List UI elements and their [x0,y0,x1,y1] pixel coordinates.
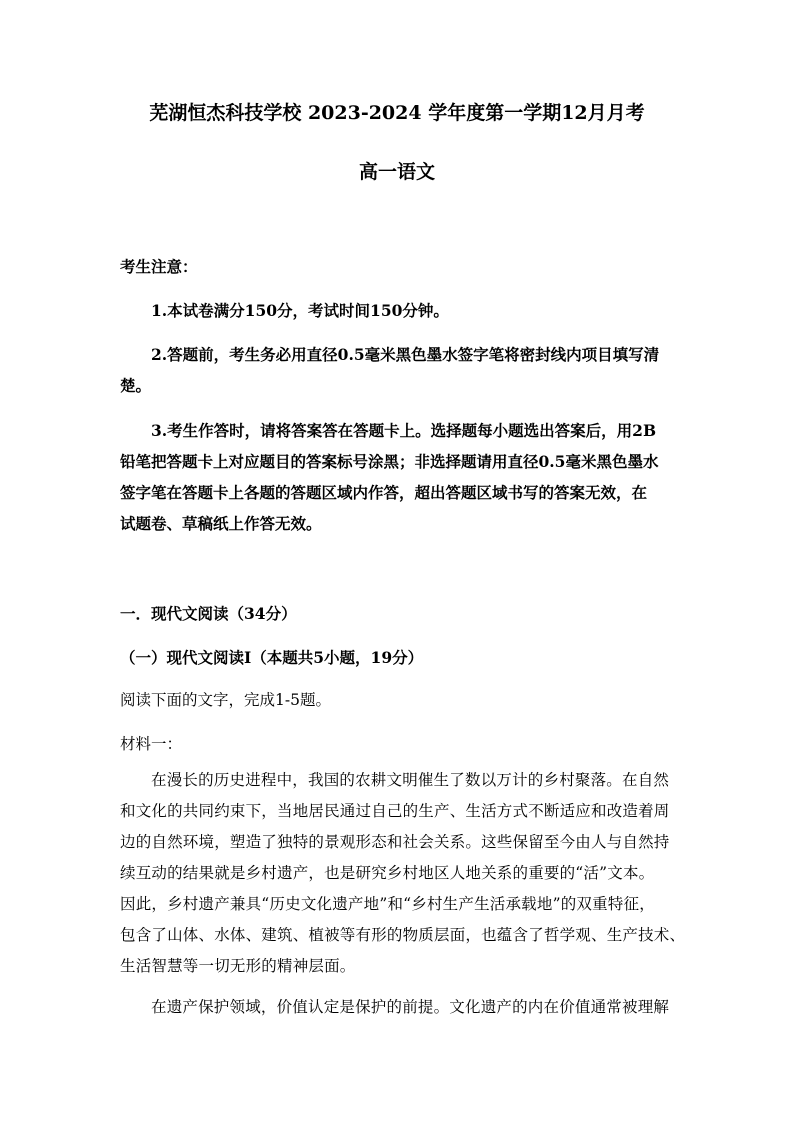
notice-item-1-line-1: 1.本试卷满分150分，考试时间150分钟。 [151,301,449,320]
notice-heading: 考生注意： [120,257,198,276]
section-subheading: （一）现代文阅读Ⅰ（本题共5小题，19分） [120,648,424,667]
passage-p1-line-7: 生活智慧等一切无形的精神层面。 [120,957,356,975]
reading-instruction: 阅读下面的文字，完成1-5题。 [120,691,331,709]
notice-item-2-line-2: 楚。 [120,376,152,395]
passage-p2-line-1: 在遗产保护领域，价值认定是保护的前提。文化遗产的内在价值通常被理解 [151,998,670,1016]
notice-item-3-line-2: 铅笔把答题卡上对应题目的答案标号涂黑；非选择题请用直径0.5毫米黑色墨水 [120,452,659,471]
exam-title: 芜湖恒杰科技学校 2023-2024 学年度第一学期12月月考 [149,102,645,124]
passage-p1-line-2: 和文化的共同约束下，当地居民通过自己的生产、生活方式不断适应和改造着周 [120,802,670,820]
notice-item-3-line-3: 签字笔在答题卡上各题的答题区域内作答，超出答题区域书写的答案无效，在 [120,483,648,502]
passage-p1-line-4: 续互动的结果就是乡村遗产，也是研究乡村地区人地关系的重要的“活”文本。 [120,864,655,882]
notice-item-3-line-4: 试题卷、草稿纸上作答无效。 [120,514,322,533]
passage-p1-line-3: 边的自然环境，塑造了独特的景观形态和社会关系。这些保留至今由人与自然持 [120,833,670,851]
section-heading: 一．现代文阅读（34分） [120,604,297,623]
passage-p1-line-1: 在漫长的历史进程中，我国的农耕文明催生了数以万计的乡村聚落。在自然 [151,771,670,789]
material-label: 材料一： [120,735,183,753]
exam-subject: 高一语文 [358,161,435,183]
notice-item-2-line-1: 2.答题前，考生务必用直径0.5毫米黑色墨水签字笔将密封线内项目填写清 [151,345,660,364]
passage-p1-line-5: 因此，乡村遗产兼具“历史文化遗产地”和“乡村生产生活承载地”的双重特征， [120,895,655,913]
passage-p1-line-6: 包含了山体、水体、建筑、植被等有形的物质层面，也蕴含了哲学观、生产技术、 [120,926,686,944]
notice-item-3-line-1: 3.考生作答时，请将答案答在答题卡上。选择题每小题选出答案后，用2B [151,421,657,440]
